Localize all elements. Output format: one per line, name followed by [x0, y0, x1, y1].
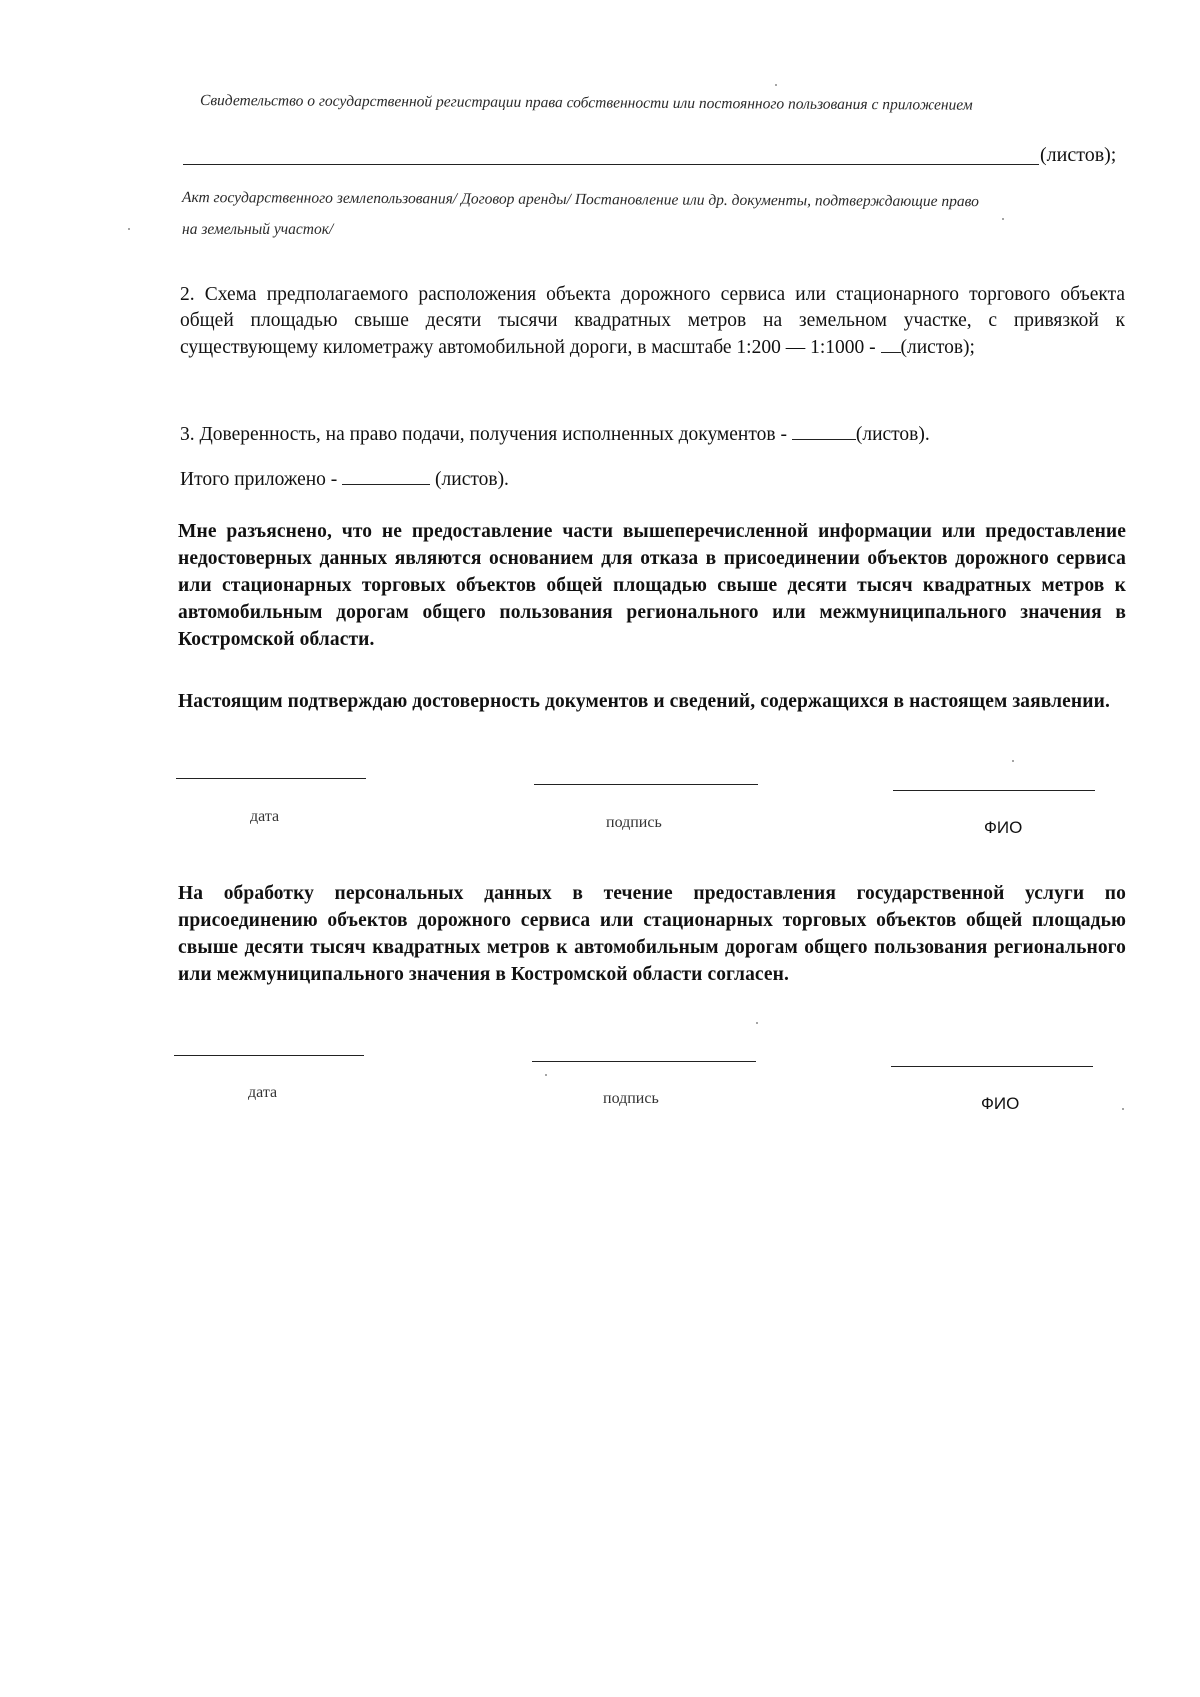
signature-label: подпись	[606, 814, 662, 831]
item-2-text: 2. Схема предполагаемого расположения объекта дорожного сервиса или стационарного торгового объекта общей площадью свыше десяти тысячи квадратных метров на земельном участке, с привязкой к существующему километражу автомобильной дороги, в масштабе 1:200 — 1:1000 -	[180, 284, 1125, 358]
full-name-label: ФИО	[984, 818, 1023, 837]
total-attached-text: Итого приложено -	[180, 469, 338, 490]
lease-note-line-2: на земельный участок/	[182, 221, 334, 238]
lease-note-line-1: Акт государственного землепользования/ Договор аренды/ Постановление или др. документы, подтверждающие право	[181, 189, 979, 211]
date-signature-line-2	[174, 1055, 364, 1056]
date-signature-line	[176, 778, 366, 779]
refusal-notice: Мне разъяснено, что не предоставление части вышеперечисленной информации или предоставление недостоверных данных являются основанием для отказа в присоединении объектов дорожного сервиса или стационарных торговых объектов общей площадью свыше десяти тысяч квадратных метров к автомобильным дорогам общего пользования регионального или межмуниципального значения в Костромской области.	[178, 521, 1126, 650]
scan-speck	[128, 228, 130, 230]
certificate-note: Свидетельство о государственной регистрации права собственности или постоянного пользования с приложением	[199, 92, 973, 114]
authenticity-confirmation: Настоящим подтверждаю достоверность документов и сведений, содержащихся в настоящем заявлении.	[178, 691, 1110, 712]
certificate-fill-line	[183, 164, 1039, 165]
total-attached-line	[180, 466, 1125, 493]
scan-speck	[1012, 760, 1014, 762]
name-signature-line	[893, 790, 1095, 791]
signature-line	[534, 784, 758, 785]
scan-speck	[1122, 1108, 1124, 1110]
scan-speck	[775, 84, 777, 86]
item-2-paragraph	[180, 282, 1125, 361]
item-3-sheets-blank	[792, 421, 856, 440]
personal-data-consent: На обработку персональных данных в течение предоставления государственной услуги по присоединению объектов дорожного сервиса или стационарных торговых объектов общей площадью свыше десяти тысяч квадратных метров к автомобильным дорогам общего пользования регионального или межмуниципального значения в Костромской области согласен.	[178, 883, 1126, 985]
certificate-sheets-suffix: (листов);	[1040, 144, 1117, 166]
total-sheets-blank	[342, 466, 430, 485]
name-signature-line-2	[891, 1066, 1093, 1067]
item-2-sheets-blank	[881, 334, 901, 353]
scan-speck	[1002, 218, 1004, 220]
total-sheets-suffix: (листов).	[435, 469, 509, 490]
full-name-label-2: ФИО	[981, 1094, 1020, 1113]
date-label: дата	[250, 808, 280, 825]
date-label-2: дата	[248, 1084, 278, 1101]
signature-label-2: подпись	[603, 1090, 659, 1107]
item-3-paragraph	[180, 421, 1125, 448]
item-3-sheets-suffix: (листов).	[855, 424, 930, 445]
signature-line-2	[532, 1061, 756, 1062]
item-3-text: 3. Доверенность, на право подачи, получения исполненных документов -	[180, 424, 787, 445]
item-2-sheets-suffix: (листов);	[900, 337, 975, 358]
scan-speck	[545, 1074, 547, 1076]
scan-speck	[756, 1022, 758, 1024]
